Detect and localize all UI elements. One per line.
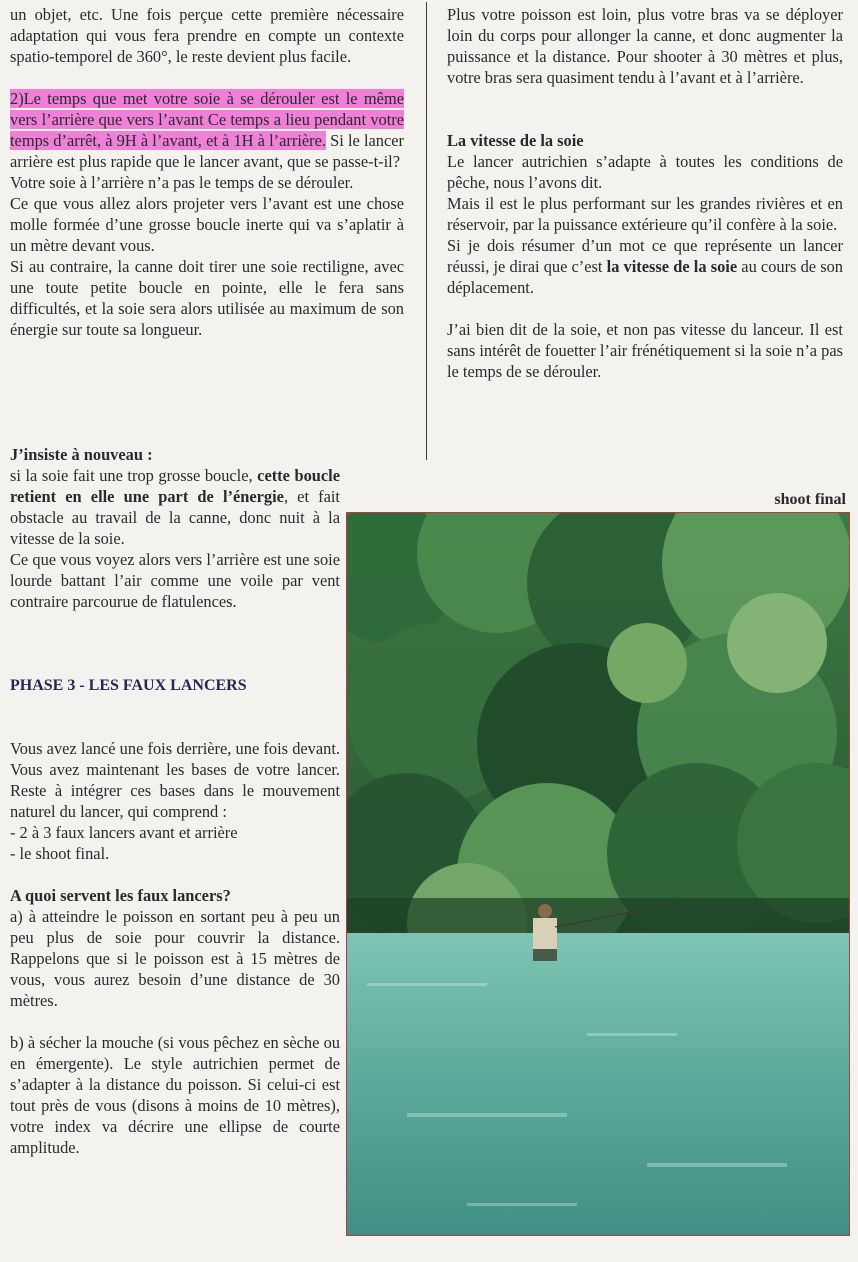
river-water (347, 933, 850, 1236)
highlighted-text: 2)Le temps que met votre soie à se dérouler est le même vers l’arrière que vers l’avant Ce temps a lieu pendant votre temps d’arrêt, à 9H à l’avant, et à 1H à l’arrière. (10, 89, 404, 150)
paragraph-straight: Si au contraire, la canne doit tirer une soie rectiligne, avec une toute petite boucle en pointe, elle le fera sans difficultés, et la soie sera alors utilisée au maximum de son énergie sur toute sa longueur. (10, 257, 404, 339)
paragraph-voile: Ce que vous voyez alors vers l’arrière est une soie lourde battant l’air comme une voile par vent contraire parcourue de flatulences. (10, 550, 340, 611)
insiste-paragraph (10, 444, 340, 549)
resumer-text-a: Si je dois résumer d’un mot ce que représente un lancer réussi, je dirai que c’est (447, 236, 843, 276)
faux-lancers-heading: A quoi servent les faux lancers? (10, 886, 231, 905)
insiste-text-b: , et fait obstacle au travail de la canne, donc nuit à la vitesse de la soie. (10, 487, 340, 548)
left-column-top (10, 4, 404, 340)
insiste-heading: J’insiste à nouveau : (10, 445, 153, 464)
photo-illustration (347, 513, 850, 1236)
insiste-text-a: si la soie fait une trop grosse boucle, (10, 466, 258, 485)
fly-fishing-photo (346, 512, 850, 1236)
paragraph-distance: Plus votre poisson est loin, plus votre bras va se déployer loin du corps pour allonger la canne, et donc augmenter la puissance et la distance. Pour shooter à 30 mètres et plus, votre bras sera quasiment tendu à l’avant et à l’arrière. (447, 5, 843, 87)
right-column (447, 4, 843, 382)
column-divider (426, 2, 427, 460)
paragraph-timing (10, 88, 404, 172)
resumer-bold: la vitesse de la soie (606, 257, 738, 276)
insiste-bold: cette boucle retient en elle une part de l’énergie (10, 466, 340, 506)
paragraph-b: b) à sécher la mouche (si vous pêchez en sèche ou en émergente). Le style autrichien permet de s’adapter à la distance du poisson. Si celui-ci est tout près de vous (disons à moins de 10 mètres), votre index va décrire une ellipse de courte amplitude. (10, 1033, 340, 1157)
paragraph-resumer (447, 235, 843, 298)
paragraph-lanceur: J’ai bien dit de la soie, et non pas vitesse du lanceur. Il est sans intérêt de fouetter l’air frénétiquement si la soie n’a pas le temps de se dérouler. (447, 320, 843, 381)
phase3-heading: PHASE 3 - LES FAUX LANCERS (10, 677, 247, 694)
paragraph-loop: Ce que vous allez alors projeter vers l’avant est une chose molle formée d’une grosse boucle inerte qui va s’aplatir à un mètre devant vous. (10, 194, 404, 255)
paragraph-lance: Vous avez lancé une fois derrière, une fois devant. Vous avez maintenant les bases de votre lancer. Reste à intégrer ces bases dans le mouvement naturel du lancer, qui comprend : (10, 739, 340, 821)
resumer-text-b: au cours de son déplacement. (447, 257, 844, 297)
vitesse-heading: La vitesse de la soie (447, 131, 584, 150)
paragraph-performant: Mais il est le plus performant sur les grandes rivières et en réservoir, par la puissance extérieure qu’il confère à la soie. (447, 194, 843, 234)
paragraph-autrichien: Le lancer autrichien s’adapte à toutes les conditions de pêche, nous l’avons dit. (447, 152, 843, 192)
list-item-1: - 2 à 3 faux lancers avant et arrière (10, 823, 238, 842)
paragraph-intro: un objet, etc. Une fois perçue cette première nécessaire adaptation qui vous fera prendre en compte un contexte spatio-temporel de 360°, le reste devient plus facile. (10, 5, 404, 66)
paragraph-a: a) à atteindre le poisson en sortant peu à peu un peu plus de soie pour couvrir la distance. Rappelons que si le poisson est à 15 mètres de vous, vous aurez besoin d’une distance de 30 mètres. (10, 907, 340, 1010)
paragraph-timing-rest: Si le lancer arrière est plus rapide que le lancer avant, que se passe-t-il? (10, 131, 404, 171)
paragraph-unroll: Votre soie à l’arrière n’a pas le temps de se dérouler. (10, 173, 354, 192)
left-column-bottom (10, 444, 340, 1158)
list-item-2: - le shoot final. (10, 844, 110, 863)
photo-caption: shoot final (774, 491, 846, 508)
